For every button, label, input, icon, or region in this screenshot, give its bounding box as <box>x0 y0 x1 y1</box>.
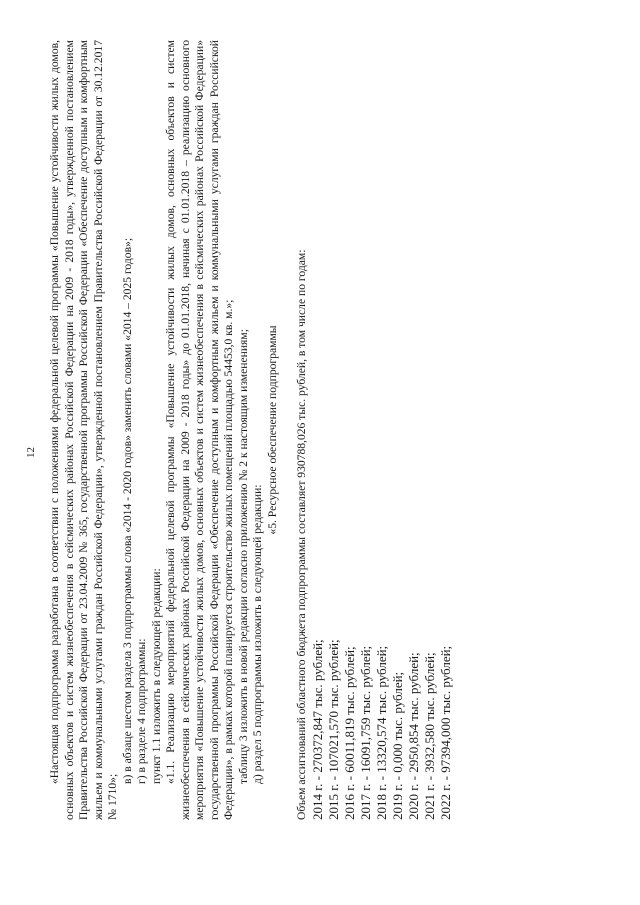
section5-heading: «5. Ресурсное обеспечение подпрограммы <box>265 325 279 535</box>
budget-year-item: 2014 г. - 270372,847 тыс. рублей; <box>309 639 325 820</box>
budget-year-item: 2018 г. - 13320,574 тыс. рублей; <box>373 645 389 820</box>
budget-year-item: 2015 г. - 107021,570 тыс. рублей; <box>325 639 341 820</box>
page-number: 12 <box>25 447 37 458</box>
paragraph-purpose: «Настоящая подпрограмма разработана в соответствии с положениями федеральной целевой программы «Повышение устойчивости жилых домов, основных объектов и систем жизнеобеспечения в сейсмических районах Российской Федерации на 2009 - 2018 годы», утвержденной постановлением Правительства Российской Федерации от 23.04.2009 № 365, государственной программы Российской Федерации «Обеспечение доступным и комфортным жильем и коммунальными услугами граждан Российской Федерации», утвержденной постановлением Правительства Российской Федерации от 30.12.2017 № 1710»; <box>48 40 119 820</box>
paragraph-item-1-1: «1.1. Реализацию мероприятий федеральной целевой программы «Повышение устойчивости жилых домов, основных объектов и систем жизнеобеспечения в сейсмических районах Российской Федерации на 2009 - 2018 годы» до 01.01.2018, начиная с 01.01.2018 – реализацию основного мероприятия «Повышение устойчивости жилых домов, основных объектов и систем жизнеобеспечения в сейсмических районах Российской Федерации» государственной программы Российской Федерации «Обеспечение доступным и комфортным жильем и коммунальными услугами граждан Российской Федерации», в рамках которой планируется строительство жилых помещений площадью 54453,0 кв. м.»; <box>164 40 235 820</box>
budget-year-item: 2022 г. - 97394,000 тыс. рублей; <box>437 645 453 820</box>
budget-year-item: 2020 г. - 2950,854 тыс. рублей; <box>405 652 421 820</box>
document-body <box>48 40 454 820</box>
paragraph-section5-intro: д) раздел 5 подпрограммы изложить в следующей редакции: <box>251 484 264 784</box>
paragraph-table3: таблицу 3 изложить в новой редакции согласно приложению № 2 к настоящим изменениям; <box>236 329 250 784</box>
budget-year-item: 2019 г. - 0,000 тыс. рублей; <box>389 671 405 820</box>
budget-intro: Объем ассигнований областного бюджета подпрограммы составляет 930788,026 тыс. рублей, в том числе по годам: <box>295 249 308 820</box>
paragraph-section4-heading: г) в разделе 4 подпрограммы: <box>135 638 148 784</box>
spacer <box>280 40 295 820</box>
budget-year-item: 2017 г. - 16091,759 тыс. рублей; <box>357 645 373 820</box>
budget-year-item: 2016 г. - 60011,819 тыс. рублей; <box>341 646 357 820</box>
budget-year-list <box>310 40 454 820</box>
paragraph-section3-amendment: в) в абзаце шестом раздела 3 подпрограммы слова «2014 - 2020 годов» заменить словами «2014 – 2025 годов»; <box>120 237 134 784</box>
budget-year-item: 2021 г. - 3932,580 тыс. рублей; <box>421 652 437 820</box>
paragraph-item-1-1-intro: пункт 1.1 изложить в следующей редакции: <box>149 568 163 784</box>
